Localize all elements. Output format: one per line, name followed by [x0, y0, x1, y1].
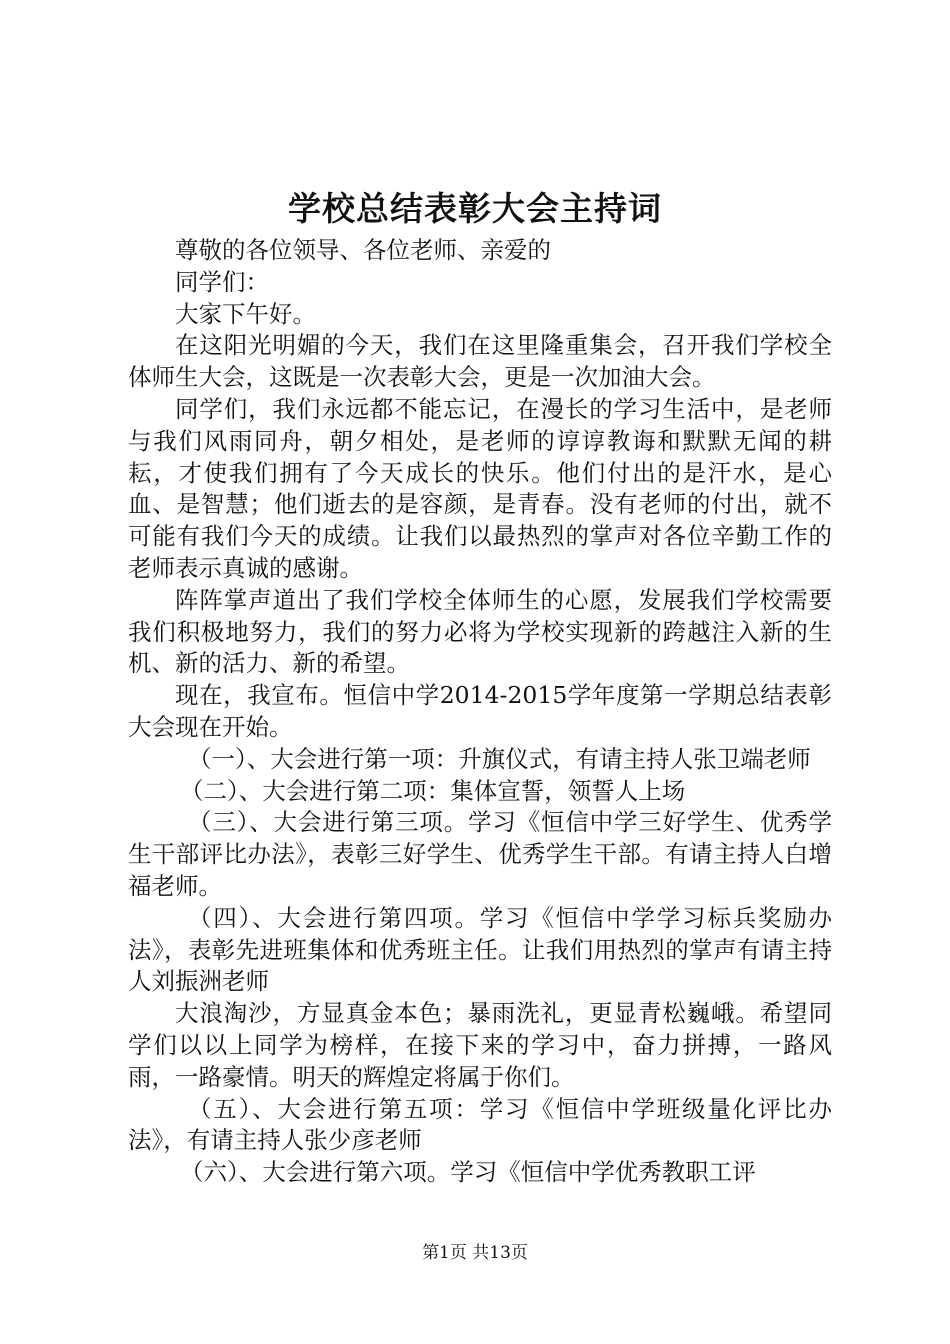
agenda-item: （一）、大会进行第一项：升旗仪式，有请主持人张卫端老师	[188, 744, 811, 773]
agenda-item: （六）、大会进行第六项。学习《恒信中学优秀教职工评	[180, 1158, 756, 1187]
document-title: 学校总结表彰大会主持词	[288, 189, 662, 228]
body-paragraph: 现在，我宣布。恒信中学2014-2015学年度第一学期总结表彰大会现在开始。	[128, 681, 832, 741]
body-paragraph: 在这阳光明媚的今天，我们在这里隆重集会，召开我们学校全体师生大会，这既是一次表彰大会，更是一次加油大会。	[128, 331, 832, 392]
greeting-line: 尊敬的各位领导、各位老师、亲爱的	[175, 236, 551, 264]
body-paragraph: 阵阵掌声道出了我们学校全体师生的心愿，发展我们学校需要我们积极地努力，我们的努力必将为学校实现新的跨越注入新的生机、新的活力、新的希望。	[128, 585, 832, 678]
page-footer: 第1页 共13页	[422, 1243, 528, 1263]
document-body	[128, 235, 832, 1189]
greeting-line: 同学们：	[175, 267, 269, 296]
agenda-item: （三）、大会进行第三项。学习《恒信中学三好学生、优秀学生干部评比办法》，表彰三好学生、优秀学生干部。有请主持人白增福老师。	[128, 808, 832, 900]
body-paragraph: 大浪淘沙，方显真金本色；暴雨洗礼，更显青松巍峨。希望同学们以以上同学为榜样，在接下来的学习中，奋力拼搏，一路风雨，一路豪情。明天的辉煌定将属于你们。	[128, 999, 832, 1091]
agenda-item: （四）、大会进行第四项。学习《恒信中学学习标兵奖励办法》，表彰先进班集体和优秀班主任。让我们用热烈的掌声有请主持人刘振洲老师	[128, 903, 832, 996]
greeting-line: 大家下午好。	[175, 299, 316, 328]
agenda-item: （五）、大会进行第五项：学习《恒信中学班级量化评比办法》，有请主持人张少彦老师	[128, 1094, 832, 1155]
agenda-item: （二）、大会进行第二项：集体宣誓，领誓人上场	[180, 776, 686, 805]
body-paragraph: 同学们，我们永远都不能忘记，在漫长的学习生活中，是老师与我们风雨同舟，朝夕相处，是老师的谆谆教诲和默默无闻的耕耘，才使我们拥有了今天成长的快乐。他们付出的是汗水，是心血、是智慧；他们逝去的是容颜，是青春。没有老师的付出，就不可能有我们今天的成绩。让我们以最热烈的掌声对各位辛勤工作的老师表示真诚的感谢。	[128, 394, 832, 582]
